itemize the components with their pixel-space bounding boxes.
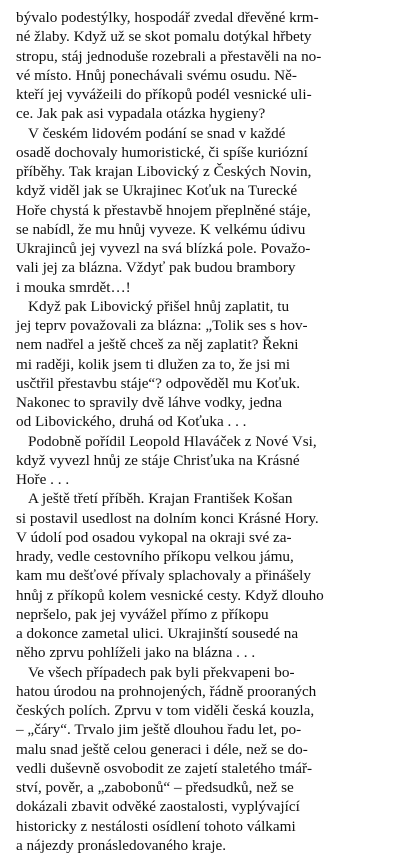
text-line: Hoře . . . [16,470,401,489]
text-line: příběhy. Tak krajan Libovický z Českých Novin, [16,162,401,181]
text-line: osadě dochovaly humoristické, či spíše kuriózní [16,143,401,162]
text-line: bývalo podestýlky, hospodář zvedal dřevěné krm- [16,8,401,27]
paragraph [16,489,401,662]
text-line: nepršelo, pak jej vyvážel přímo z příkopu [16,605,401,624]
text-line: né žlaby. Když už se skot pomalu dotýkal hřbety [16,27,401,46]
text-line: vali jej za blázna. Vždyť pak budou brambory [16,258,401,277]
text-line: usčtřil přestavbu stáje“? odpověděl mu Koťuk. [16,374,401,393]
text-line: něho zprvu pohlíželi jako na blázna . . . [16,643,401,662]
text-line: od Libovického, druhá od Koťuka . . . [16,412,401,431]
text-line: mi raději, kolik jsem ti dlužen za to, že jsi mi [16,355,401,374]
text-line: historicky z nestálosti osídlení tohoto válkami [16,817,401,836]
text-line: Ukrajinců jej vyvezl na svá blízká pole. Považo- [16,239,401,258]
text-line: Nakonec to spravily dvě láhve vodky, jedna [16,393,401,412]
text-line: Ve všech případech pak byli překvapeni bo- [16,663,401,682]
text-line: hnůj z příkopů kolem vesnické cesty. Když dlouho [16,586,401,605]
text-line: nem nadřel a ještě chceš za něj zaplatit? Řekni [16,335,401,354]
text-line: i mouka smrdět…! [16,278,401,297]
text-line: hrady, vedle cestovního příkopu velkou jámu, [16,547,401,566]
text-line: jej teprv považovali za blázna: „Tolik ses s hov- [16,316,401,335]
text-line: vedli duševně osvobodit ze zajetí staletého tmář- [16,759,401,778]
text-line: dokázali zbavit odvěké zaostalosti, vyplývající [16,797,401,816]
text-line: stropu, stáj jednoduše rozebrali a přestavěli na no- [16,47,401,66]
paragraph [16,297,401,432]
paragraph [16,663,401,855]
text-line: V českém lidovém podání se snad v každé [16,124,401,143]
text-line: Podobně pořídil Leopold Hlaváček z Nové Vsi, [16,432,401,451]
text-line: si postavil usedlost na dolním konci Krásné Hory. [16,509,401,528]
paragraph [16,124,401,297]
paragraph [16,432,401,490]
text-line: ství, pověr, a „zabobonů“ – předsudků, než se [16,778,401,797]
text-line: malu snad ještě celou generaci i déle, než se do- [16,740,401,759]
text-line: A ještě třetí příběh. Krajan František Košan [16,489,401,508]
text-line: když viděl jak se Ukrajinec Koťuk na Turecké [16,181,401,200]
text-line: – „čáry“. Trvalo jim ještě dlouhou řadu let, po- [16,720,401,739]
paragraph [16,8,401,124]
text-line: vé místo. Hnůj ponechávali svému osudu. Ně- [16,66,401,85]
text-line: V údolí pod osadou vykopal na okraji své za- [16,528,401,547]
text-line: kteří jej vyvážeili do příkopů podél vesnické uli- [16,85,401,104]
text-line: ce. Jak pak asi vypadala otázka hygieny? [16,104,401,123]
text-line: českých polích. Zprvu v tom viděli česká kouzla, [16,701,401,720]
text-line: Hoře chystá k přestavbě hnojem přeplněné stáje, [16,201,401,220]
text-line: hatou úrodou na prohnojených, řádně proorаných [16,682,401,701]
text-line: když vyvezl hnůj ze stáje Chrisťuka na Krásné [16,451,401,470]
text-line: Když pak Libovický přišel hnůj zaplatit, tu [16,297,401,316]
text-line: se nabídl, že mu hnůj vyveze. K velkému údivu [16,220,401,239]
text-line: kam mu dešťové přívaly splachovaly a přinášely [16,566,401,585]
text-line: a dokonce zametal ulici. Ukrajinští sousedé na [16,624,401,643]
text-line: a nájezdy pronásledovaného kraje. [16,836,401,855]
